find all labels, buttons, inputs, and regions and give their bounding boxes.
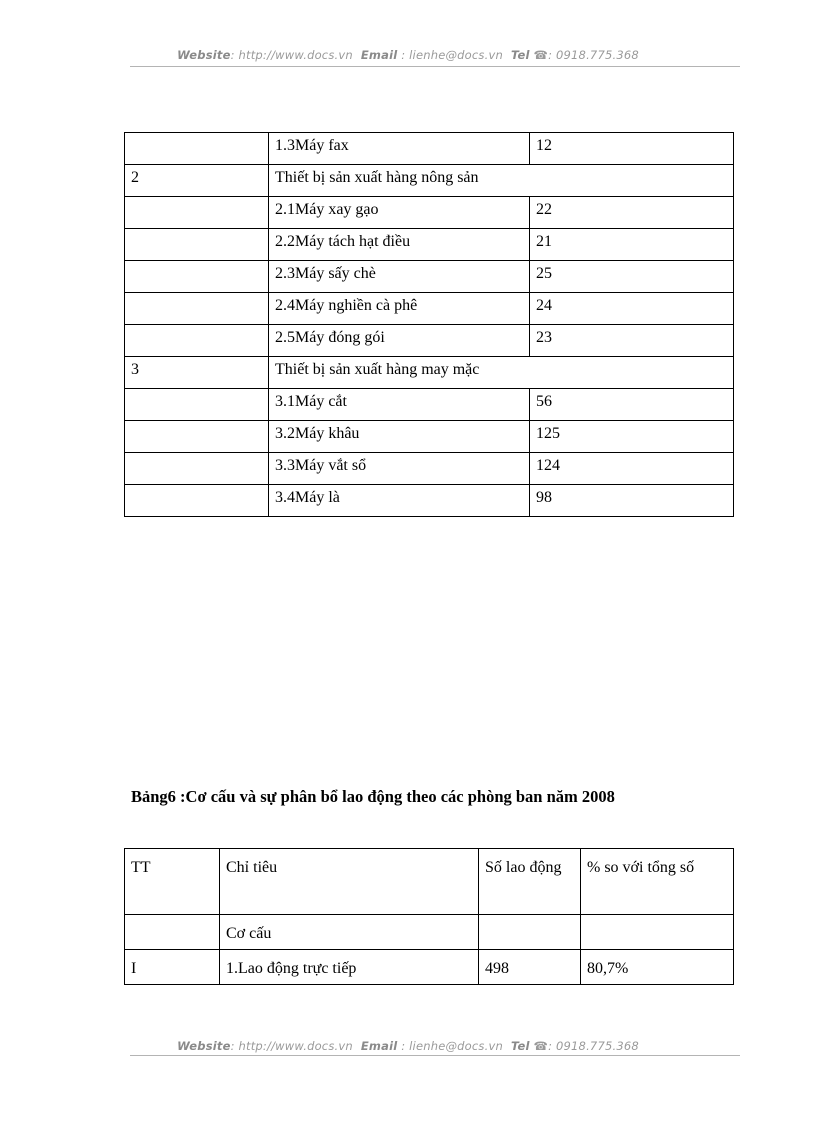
group-row xyxy=(125,165,734,197)
cell-group-name: Thiết bị sản xuất hàng may mặc xyxy=(269,357,734,389)
cell-tt xyxy=(125,485,269,517)
footer-email-label: Email xyxy=(360,1039,398,1053)
table-row xyxy=(125,950,734,985)
cell-equipment-name: 3.4Máy là xyxy=(269,485,530,517)
labor-table-caption: Bảng6 :Cơ cấu và sự phân bổ lao động theo các phòng ban năm 2008 xyxy=(131,787,615,806)
cell-quantity: 125 xyxy=(530,421,734,453)
equipment-table xyxy=(124,132,734,517)
header-website-link[interactable]: : http://www.docs.vn xyxy=(230,48,353,62)
cell-tt xyxy=(125,915,220,950)
cell-quantity: 124 xyxy=(530,453,734,485)
cell-equipment-name: 3.2Máy khâu xyxy=(269,421,530,453)
footer-website-link[interactable]: : http://www.docs.vn xyxy=(230,1039,353,1053)
table-row xyxy=(125,389,734,421)
table-row xyxy=(125,133,734,165)
cell-equipment-name: 2.3Máy sấy chè xyxy=(269,261,530,293)
table-row xyxy=(125,485,734,517)
header-rule xyxy=(130,66,740,67)
cell-tt xyxy=(125,325,269,357)
table-row xyxy=(125,325,734,357)
cell-labor-count xyxy=(479,915,581,950)
labor-table xyxy=(124,848,734,985)
page-header xyxy=(0,48,816,62)
table-row xyxy=(125,421,734,453)
phone-icon: ☎ xyxy=(533,1039,549,1053)
labor-table-header-row xyxy=(125,849,734,915)
cell-tt xyxy=(125,453,269,485)
table-row xyxy=(125,229,734,261)
table-row xyxy=(125,293,734,325)
footer-tel-value: : 0918.775.368 xyxy=(548,1039,639,1053)
cell-quantity: 98 xyxy=(530,485,734,517)
table-row xyxy=(125,261,734,293)
footer-rule xyxy=(130,1055,740,1056)
table-row xyxy=(125,197,734,229)
cell-tt xyxy=(125,261,269,293)
table-row xyxy=(125,915,734,950)
cell-quantity: 23 xyxy=(530,325,734,357)
cell-labor-count: 498 xyxy=(479,950,581,985)
cell-equipment-name: 3.1Máy cắt xyxy=(269,389,530,421)
phone-icon: ☎ xyxy=(533,48,549,62)
cell-tt xyxy=(125,389,269,421)
cell-equipment-name: 1.3Máy fax xyxy=(269,133,530,165)
header-email-label: Email xyxy=(360,48,398,62)
header-tel-label: Tel xyxy=(510,48,530,62)
footer-email-link[interactable]: : lienhe@docs.vn xyxy=(401,1039,503,1053)
cell-tt xyxy=(125,133,269,165)
cell-quantity: 12 xyxy=(530,133,734,165)
cell-indicator: 1.Lao động trực tiếp xyxy=(220,950,479,985)
cell-quantity: 22 xyxy=(530,197,734,229)
header-cell-labor-count: Số lao động xyxy=(479,849,581,915)
table-row xyxy=(125,453,734,485)
header-cell-percent: % so với tổng số xyxy=(581,849,734,915)
cell-tt: 3 xyxy=(125,357,269,389)
cell-tt xyxy=(125,421,269,453)
footer-tel-label: Tel xyxy=(510,1039,530,1053)
cell-percent: 80,7% xyxy=(581,950,734,985)
header-cell-indicator: Chỉ tiêu xyxy=(220,849,479,915)
cell-indicator: Cơ cấu xyxy=(220,915,479,950)
cell-tt xyxy=(125,197,269,229)
footer-website-label: Website xyxy=(177,1039,231,1053)
page-footer xyxy=(0,1039,816,1053)
cell-tt xyxy=(125,229,269,261)
cell-equipment-name: 3.3Máy vắt sổ xyxy=(269,453,530,485)
cell-equipment-name: 2.4Máy nghiền cà phê xyxy=(269,293,530,325)
cell-percent xyxy=(581,915,734,950)
cell-quantity: 56 xyxy=(530,389,734,421)
cell-quantity: 24 xyxy=(530,293,734,325)
cell-tt: I xyxy=(125,950,220,985)
equipment-table-body xyxy=(125,133,734,517)
cell-quantity: 21 xyxy=(530,229,734,261)
cell-equipment-name: 2.5Máy đóng gói xyxy=(269,325,530,357)
header-cell-tt: TT xyxy=(125,849,220,915)
group-row xyxy=(125,357,734,389)
header-website-label: Website xyxy=(177,48,231,62)
cell-tt: 2 xyxy=(125,165,269,197)
header-email-link[interactable]: : lienhe@docs.vn xyxy=(401,48,503,62)
header-tel-value: : 0918.775.368 xyxy=(548,48,639,62)
cell-equipment-name: 2.2Máy tách hạt điều xyxy=(269,229,530,261)
cell-equipment-name: 2.1Máy xay gạo xyxy=(269,197,530,229)
cell-quantity: 25 xyxy=(530,261,734,293)
cell-group-name: Thiết bị sản xuất hàng nông sản xyxy=(269,165,734,197)
cell-tt xyxy=(125,293,269,325)
